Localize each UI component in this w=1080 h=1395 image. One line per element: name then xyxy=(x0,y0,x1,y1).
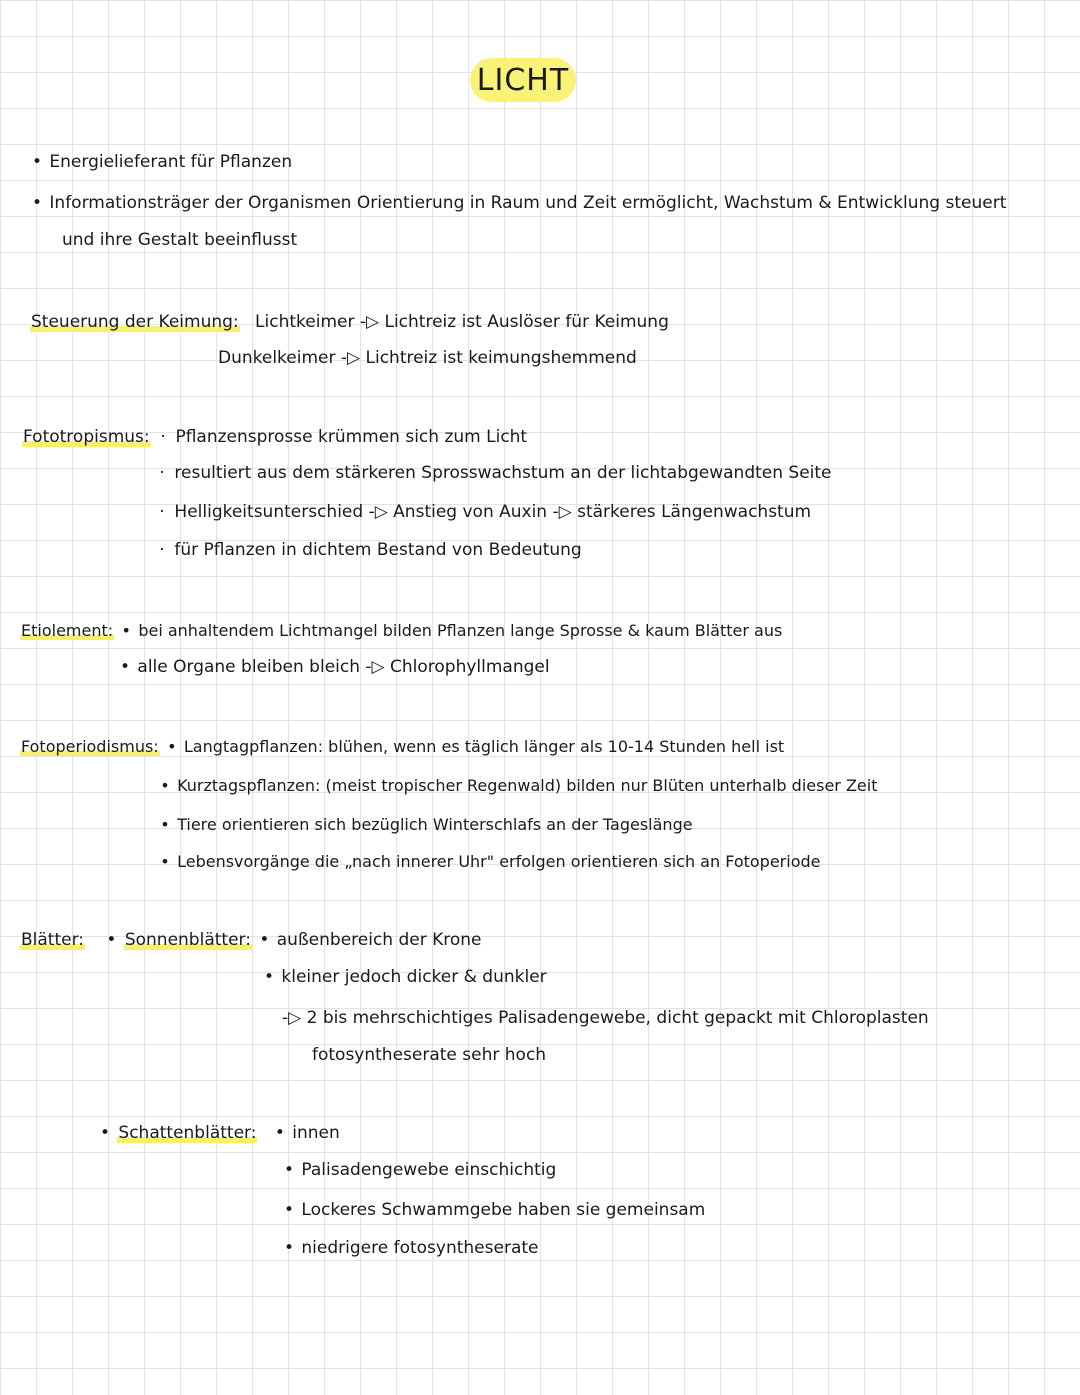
page-title xyxy=(470,58,576,102)
fotoperiodismus-heading: Fotoperiodismus: xyxy=(21,737,159,756)
sonnenblaetter-line-4 xyxy=(312,1045,546,1065)
bullet-icon: • xyxy=(259,930,270,950)
bullet-icon: • xyxy=(160,852,170,871)
schattenblaetter-text-3: Lockeres Schwammgebe haben sie gemeinsam xyxy=(301,1200,706,1220)
fototropismus-line-2 xyxy=(155,463,832,483)
keimung-text-2: Dunkelkeimer -▷ Lichtreiz ist keimungshemmend xyxy=(218,348,637,368)
page-title-text: LICHT xyxy=(476,62,570,98)
bullet-icon: • xyxy=(274,1123,285,1143)
bullet-icon: • xyxy=(31,193,43,213)
keimung-line-2 xyxy=(218,348,637,368)
fototropismus-line-3 xyxy=(155,502,811,522)
blaetter-line-1 xyxy=(20,930,482,950)
bullet-icon: • xyxy=(283,1200,295,1220)
bullet-icon: · xyxy=(159,540,165,560)
bullet-icon: · xyxy=(159,463,165,483)
fototropismus-text-4: für Pflanzen in dichtem Bestand von Bedeutung xyxy=(174,540,582,560)
keimung-line-1 xyxy=(30,312,669,332)
sonnenblaetter-text-4: fotosyntheserate sehr hoch xyxy=(312,1045,547,1065)
schattenblaetter-line-3 xyxy=(282,1200,705,1220)
fotoperiodismus-text-4: Lebensvorgänge die „nach innerer Uhr" erfolgen orientieren sich an Fotoperiode xyxy=(177,852,821,871)
fototropismus-text-3: Helligkeitsunterschied -▷ Anstieg von Auxin -▷ stärkeres Längenwachstum xyxy=(174,502,812,522)
bullet-icon: • xyxy=(283,1238,295,1258)
fotoperiodismus-text-3: Tiere orientieren sich bezüglich Winterschlafs an der Tageslänge xyxy=(177,815,693,834)
schattenblaetter-text-4: niedrigere fotosyntheserate xyxy=(301,1238,539,1258)
schattenblaetter-text-1: innen xyxy=(292,1123,340,1143)
bullet-icon: • xyxy=(121,621,131,640)
fototropismus-text-1: Pflanzensprosse krümmen sich zum Licht xyxy=(175,427,528,447)
fotoperiodismus-text-2: Kurztagspflanzen: (meist tropischer Regenwald) bilden nur Blüten unterhalb dieser Zeit xyxy=(177,776,878,795)
bullet-icon: • xyxy=(106,930,117,950)
fotoperiodismus-text-1: Langtagpflanzen: blühen, wenn es täglich länger als 10-14 Stunden hell ist xyxy=(183,737,785,756)
schattenblaetter-line-1 xyxy=(98,1123,340,1143)
sonnenblaetter-text-3: -▷ 2 bis mehrschichtiges Palisadengewebe, dicht gepackt mit Chloroplasten xyxy=(282,1008,929,1028)
schattenblaetter-line-4 xyxy=(282,1238,539,1258)
sonnenblaetter-line-3 xyxy=(282,1008,929,1028)
fototropismus-heading: Fototropismus: xyxy=(23,427,150,447)
fotoperiodismus-line-2 xyxy=(158,776,877,795)
intro-bullet-1 xyxy=(30,152,292,172)
sonnenblaetter-label: Sonnenblätter: xyxy=(124,930,251,950)
schattenblaetter-text-2: Palisadengewebe einschichtig xyxy=(301,1160,557,1180)
etiolement-text-1: bei anhaltendem Lichtmangel bilden Pflanzen lange Sprosse & kaum Blätter aus xyxy=(138,621,783,640)
keimung-heading: Steuerung der Keimung: xyxy=(31,312,239,332)
bullet-icon: • xyxy=(160,815,170,834)
intro-text-2: Informationsträger der Organismen Orientierung in Raum und Zeit ermöglicht, Wachstum & Entwicklung steuert xyxy=(49,193,1007,213)
blaetter-heading: Blätter: xyxy=(21,930,85,950)
bullet-icon: · xyxy=(160,427,166,447)
sonnenblaetter-text-2: kleiner jedoch dicker & dunkler xyxy=(281,967,547,987)
bullet-icon: • xyxy=(99,1123,111,1143)
bullet-icon: • xyxy=(167,737,177,756)
bullet-icon: • xyxy=(263,967,275,987)
bullet-icon: • xyxy=(31,152,43,172)
fototropismus-text-2: resultiert aus dem stärkeren Sprosswachstum an der lichtabgewandten Seite xyxy=(174,463,832,483)
intro-bullet-2 xyxy=(30,193,1006,213)
intro-text-3: und ihre Gestalt beeinflusst xyxy=(62,230,298,250)
fotoperiodismus-line-3 xyxy=(158,815,693,834)
keimung-text-1: Lichtkeimer -▷ Lichtreiz ist Auslöser für Keimung xyxy=(255,312,669,332)
etiolement-text-2: alle Organe bleiben bleich -▷ Chlorophyllmangel xyxy=(137,657,550,677)
etiolement-line-1 xyxy=(20,621,782,640)
etiolement-heading: Etiolement: xyxy=(21,621,114,640)
bullet-icon: • xyxy=(119,657,131,677)
fotoperiodismus-line-1 xyxy=(20,737,784,756)
schattenblaetter-label: Schattenblätter: xyxy=(118,1123,257,1143)
fototropismus-line-4 xyxy=(155,540,582,560)
bullet-icon: • xyxy=(160,776,170,795)
fototropismus-line-1 xyxy=(22,427,527,447)
schattenblaetter-line-2 xyxy=(282,1160,556,1180)
bullet-icon: • xyxy=(283,1160,295,1180)
bullet-icon: · xyxy=(159,502,165,522)
intro-text-1: Energielieferant für Pflanzen xyxy=(49,152,293,172)
fotoperiodismus-line-4 xyxy=(158,852,821,871)
etiolement-line-2 xyxy=(118,657,550,677)
sonnenblaetter-line-2 xyxy=(262,967,547,987)
intro-continuation xyxy=(62,230,297,250)
sonnenblaetter-text-1: außenbereich der Krone xyxy=(276,930,482,950)
